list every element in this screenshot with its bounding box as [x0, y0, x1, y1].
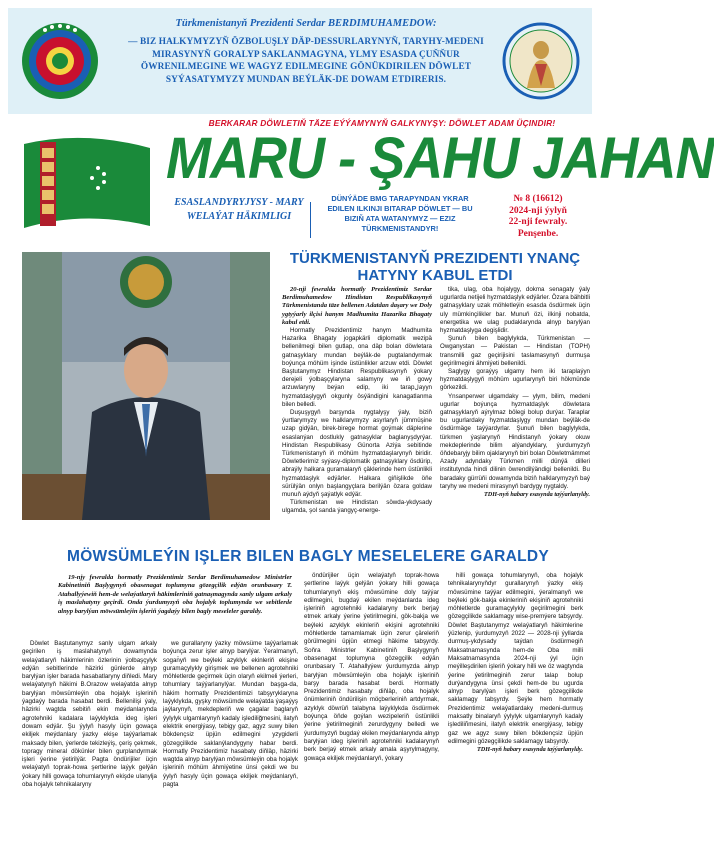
president-photo	[22, 252, 270, 520]
issue-info	[486, 194, 590, 240]
article2-column-2	[163, 640, 298, 840]
article1-paragraph: Ynsanperwer ulgamdaky — ylym, bilim, medeni ugurlar boýunça hyzmatdaşlyk döwletara gatnaşyklaryň aýrylmaz bölegi bolup durýar. Taraplar bu ugurlardaky hyzmatdaşlygy mundan beýläk-de ösdürmäge taýýardyrlar. Şunuň bilen baglylykda, türkmen ýaşlarynyň Hindistanyň ýokary okuw mekdeplerinde bilim alýandyklary, ýurdumyzyň öňdebaryjy bilim ojaklarynyň biri bolan Döwletmämmet Azady adyndaky Türkmen milli dünýä dilleri institutynda hindi dilinin öwrendilýändigi bellenildi. Bu baradaky gürrüňi dowamynda biziň halklarymyzyň baý taryhy we medeni mirasynyň bardygy nygtaldy.	[440, 392, 590, 490]
article1-paragraph: Hormatly Prezidentimiz hanym Madhumita Hazarika Bhagaty jogapkärli diplomatik wezipä bellenilmegi bilen gutlap, ona däp bolan döwletara gatnaşyklary mundan beýläk-de pugtalandyrmak boýunça möhüm işinde üstünlikler arzuw etdi. Döwlet Baştutanymyz Hindistan Respublikasynyň ýokary derejeli ýolbaşçylaryna salamyny we iň gowy arzuwlaryny beýan edip, iki tarapلayyn hyzmatdaşlygyň okgunly ösýändigini kanagatlanma bilen belledi.	[282, 327, 432, 408]
header-divider	[310, 202, 312, 238]
quote-heading: Türkmenistanyň Prezidenti Serdar BERDIMUHAMEDOW:	[175, 18, 437, 29]
founder-portrait-badge-icon	[502, 18, 580, 104]
article2-title: MÖWSÜMLEÝIN IŞLER BILEN BAGLY MESELELERE GARALDY	[66, 548, 550, 565]
issue-number: № 8 (16612)	[513, 194, 563, 204]
article2-lede: 19-njy fewralda hormatly Prezidentimiz Serdar Berdimuhamedow Ministrler Kabinetiniň Başlygynyň obasenagat toplumyna gözegçilik edýän orunbasary T. Atahallyýewiň hem-de welaýatlaryň häkimleriniň gatnaşmagynda sanly ulgam arkaly iş maslahatyny geçirdi. Onda ýurdumyzyň oba hojalyk toplumynda we sebitlerde alnyp barylýan möwsümleýin işleriň ýagdaýy bilen bagly meseleler garaldy.	[58, 574, 292, 615]
article1-paragraph: Saglygy goraýyş ulgamy hem iki taraplaýyn hyzmatdaşlygyň möhüm ugurlarynyň biri hökmünde görkezildi.	[440, 368, 590, 392]
article1-paragraph: Şunuň bilen baglylykda, Türkmenistan — Owganystan — Pakistan — Hindistan (TOPH) transmilli gaz geçirijisini taslamasynyň durmuşa geçirilmegini ähmiýeti bellenildi.	[440, 335, 590, 367]
founder-line: ESASLANDYRYJYSY - MARY WELAÝAT HÄKIMLIGI	[174, 197, 304, 222]
slogan: BERKARAR DÖWLETIŇ TÄZE EÝÝAMYNYŇ GALKYNYŞY: DÖWLET ADAM ÜÇINDIR!	[208, 118, 556, 128]
article1-paragraph: Duşuşygyň barşynda nygtalyşy ýaly, biziň ýurtlarymyzy we halklarymyzy asyrlaryň jümmüşine uzap gidýän, birek-birege hormat goýmak däplerine esaslanýan dostlukly gatnaşyklar baglanyşdyrýar. Hindistan Respublikasy Günorta Aziýa sebitinde Türkmenistanyň iň möhüm hyzmatdaşlarynyň biridir. Döwletlerimiz syýasy-diplomatik gatnaşyklary ösdürip, abraýly halkara guramalaryň çäklerinde hem üstünlikli hyzmatdaşlyk edýärler. Halkara giňişlikde öňe sürülýän onlyn başlangyçlara berilýän özara goldaw munuň aýdyň şaýatlyk edýär.	[282, 409, 432, 499]
article2-column-4	[448, 572, 583, 840]
issue-day: Penşenbe.	[517, 228, 559, 239]
article2-paragraph: hilli gowaça tohumlarynyň, oba hojalyk tehnikalarynyňdyr gurallarynyň ýazky ekiş möwsümine taýýar edilmegini, ýeralmanyň we beýleki gök-bakja ekinleriniň ekişiniň agrotehniki möhletlerde guramaçylykly geçirilmegini berk gözegçilikde saklamagy wise-premýere tabşyrdy. Döwlet Baştutanymyz welaýatlaryň häkimlerine ýüzlenip, ýurdumyzyň 2022 — 2028-nji ýyllarda durmuş-ykdysady taýdan ösdürmegiň Maksatnamasynda hem-de Oba milli Maksatnamasynda 2024-nji ýyl üçin meýilleşdirilen işleriň ýokary hilli we öz wagtynda ýerine ýetirilmeginiň zerur talap bolup durýandygyna ünsi çekdi hem-de bu ugurda alnyp barylýan işleri berk gözegçilikde saklamagy tabşyrdy. Şeýle hem hormatly Prezidentimiz welaýatlardaky medeni-durmuş maksatly binalaryň ýylylyk ulgamlarynyň kadaly işlediliñmesini, ilatyň elektrik energiýasy, tebigy gaz we agyz suwy bilen bökdençsiz üpjün edilmegini gözegçilikde saklamagy tabşyrdy.	[448, 572, 583, 745]
turkmen-emblem-icon	[20, 20, 100, 102]
article2-paragraph: we gurallaryny ýazky möwsüme taýýarlamak boýunça zerur işler alnyp barylýar. Ýeralmanyň, sogan̈yň we beýleki azyklyk ekinleriň ekişine guramaçylykly girişmek we bellenen agrotehniki möhletlerde geçirmek üçin olaryň ekilmeli ýerleri, tohumlary taýýarlanylýar. Mundan başga-da, häkim hormatly Prezidentimizi tabşyryklaryna laýyklykda, gyşky möwsümde welaýatda ýaşaýyş jaýlarynyň, mekdepleriň we çagalar baglaryň ýylylyk ulgamlarynyň kadaly işlediliğmesini, ilatyň elektrik energiýasy, tebigy gaz, agyz suwy bilen bökdençsiz üpjün edilmegini yzygiderli gözegçilikde saklanýlandygyny habar berdi. Hormatly Prezidentimiz hasabaty diňläp, häzirki wagtda alnyp barylýan möwsümleýin oba hojalyk işleriniň möhüm ähmiýetine ünsi çekdi we bu ýylyň hasyly üçin gowaça ekiljek meýdanlaryň, pagta	[163, 640, 298, 789]
article1-column-1	[282, 286, 432, 556]
article1-column-2	[440, 286, 590, 562]
issue-date: 22-nji fewraly.	[508, 217, 568, 227]
article2-column-1	[22, 640, 157, 840]
quote-text: — BIZ HALKYMYZYŇ ÖZBOLUŞLY DÄP-DESSURLARYNYŇ, TARYHY-MEDENI MIRASYNYŇ GORALYP SAKLANMAGYNA, YLMY ESASDA ÇUŇŇUR ÖWRENILMEGINE WE WAGYZ EDILMEGINE GÖNÜKDIRILEN DÖWLET SYÝASATYMYZY MUNDAN BEÝLÄK-DE DOWAM ETDIRERIS.	[128, 37, 484, 85]
flag-crest-icon	[14, 130, 160, 240]
article2-paragraph: Döwlet Baştutanymyz sanly ulgam arkaly geçirilen iş maslahatynyň dowamynda welaýatlaryň häkimlerinin özlerinin ýolbaşçylyk edýän sebitlerinde häzirki günlerde alnyp barylýan işler barada hasabatlaryny diňledi. Mary welaýatynyň häkimi B.Orazow welaýatda alnyp barylýan möwsümleýin oba hojalyk işleriniň ýagdaýy barada hasabat berdi. Bellenilişi ýaly, häzirki wagtda sebitiň ekin meýdanlarynda agrotehniki kadalara laýyklykda ideg işleri dowam edýär. Şu ýylyň hasyly üçin gowaça ekiljek meýdanlary ýazky ekişe taýýarlamak maksady bilen, ýerlerde tekizleýiş, çeriş çekmek, topragy mineral dökünler bilen gurplandyrmak işleri ýerine ýetirilýär. Pagta öndürijiler üçin welaýatyň toprak-howa şertlerine laýyk gelýän ýokary hilli gowaça tohumlarynyň ekişde ulanylja oba hojalyk tehnikalaryny	[22, 640, 157, 789]
header-banner	[8, 8, 592, 114]
issue-year: 2024-nji ýylyň	[509, 205, 567, 216]
article1-lede: 20-nji fewralda hormatly Prezidentimiz Serdar Berdimuhamedow Hindistan Respublikasynyň Türkmenistanda täze bellenen Adatdan daşary we Doly ygtyýarly ilçisi hanym Madhumita Hazarika Bhagaty kabul etdi.	[282, 286, 432, 326]
article1-paragraph: Türkmenistan we Hindistan söwda-ykdysady ulgamda, şol sanda ýangyç-energe-	[282, 499, 432, 515]
neutral-state-note: DÜNÝÄDE BMG TARAPYNDAN YKRAR EDILEN ILKINJI BITARAP DÖWLET — BU BIZIŇ ATA WATANYMYZ — EZIZ TÜRKMENISTANDYR!	[327, 194, 473, 233]
article1-paragraph: tika, ulag, oba hojalygy, dokma senagaty ýaly ugurlarda netijeli hyzmatdaşlyk edýärler. Özara bähbitli gatnaşyklary uzak möhletleýin esasda ösdürmek üçin uly mümkinçilikler bar. Munuň özi, ilkinji nobatda, energetika we ulag pudaklarynda alnyp barylýan hyzmatdaşlyga degişlidir.	[440, 286, 590, 335]
article1-title: TÜRKMENISTANYŇ PREZIDENTI YNANÇ HATYNY KABUL ETDI	[289, 250, 581, 284]
article1-signature: TDH-nyň habary esasynda taýýarlanyldy.	[484, 491, 590, 499]
article2-signature: TDH-nyň habary esasynda taýýarlanyldy.	[477, 746, 583, 754]
masthead-title: MARU - ŞAHU JAHAN	[166, 126, 714, 191]
article2-column-3	[304, 572, 439, 840]
article2-paragraph: öndürijiler üçin welaýatyň toprak-howa şertlerine laýyk gelýän ýokary hilli gowaça tohumlarynyň ekiş möwsümine doly taýýar edilmegini, bugdaý ekilen meýdanlarda ideg işleriniň agrotehniki kadalaryny berk berjaý etmek arkaly ýerine ýetirilmegini, gök-bakja we beýleki azyklyk ekinleriň ekişini agrotehniki möhletlerde tamamlamak üçin zerur çäreleriň görülmegini üpjün etmegi häkime tabşyrdy. Soňra Ministrler Kabinetiniň Başlygynyň obasenagat toplumyna gözegçilik edýän orunbasary T. Atahallyýew ýurdumyzda alnyp barylýan möwsümleýin oba hojalyk işleriniň barşy barada hasabat berdi. Hormatly Prezidentimiz hasabaty diňläp, oba hojalyk önümleriniň öndürilişin möçberleriniň artdyrmak, azyklyk döwrüň talabyna laýyklykda ösdürmek boýunça öňde goýlan wezipeleriň üstünlikli ýerine ýetirilmeginiň zerurdygyny belledi we ýurdumyzyň bugdaý ekilen meýdanlarynda alnyp barylýan ideg işleriniň agrotehniki kadalarynyň berk berjaý etmek arkaly amala aşyrylmagyny, gowaça ekiljek meýdanlaryň, ýokary	[304, 572, 439, 762]
